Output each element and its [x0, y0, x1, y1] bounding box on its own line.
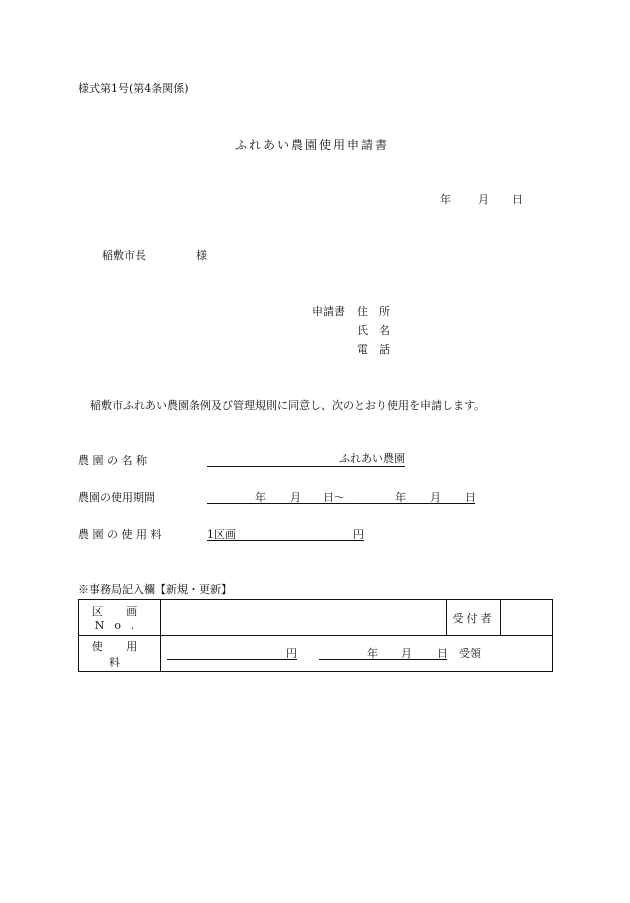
fee-unit: 円 [353, 528, 364, 541]
period-to-day: 日 [465, 491, 476, 504]
page-title: ふれあい農園使用申請書 [235, 138, 390, 152]
date-year: 年 [440, 193, 451, 206]
farm-name-field [207, 453, 405, 467]
office-heading: ※事務局記入欄【新規・更新】 [78, 583, 232, 596]
address-label: 住 所 [357, 305, 390, 318]
date-month: 月 [478, 193, 489, 206]
name-label: 氏 名 [357, 324, 390, 337]
receiver-cell [501, 600, 553, 636]
office-fee-line [167, 646, 297, 660]
office-fee-cell [161, 636, 553, 672]
phone-label: 電 話 [357, 343, 390, 356]
period-to-year: 年 [395, 491, 406, 504]
period-from-month: 月 [290, 491, 301, 504]
office-table [78, 599, 553, 672]
office-day: 日 [437, 647, 448, 660]
form-number: 様式第1号(第4条関係) [78, 82, 189, 95]
office-fee-label: 使 用 料 [79, 636, 161, 672]
plot-no-cell [161, 600, 447, 636]
fee-label: 農 園 の 使 用 料 [78, 528, 162, 541]
period-label: 農園の使用期間 [78, 491, 155, 504]
farm-name-value: ふれあい農園 [339, 452, 405, 465]
period-from-day: 日〜 [323, 491, 345, 504]
period-to-month: 月 [430, 491, 441, 504]
office-year: 年 [367, 647, 378, 660]
fee-prefix: 1区画 [207, 528, 236, 541]
statement: 稲敷市ふれあい農園条例及び管理規則に同意し、次のとおり使用を申請します。 [90, 399, 486, 412]
office-row-fee [79, 636, 553, 672]
office-row-plot [79, 600, 553, 636]
addressee-honorific: 様 [196, 249, 207, 262]
applicant-label: 申請書 [312, 305, 345, 318]
plot-no-label: 区 画 No. [79, 600, 161, 636]
farm-name-label: 農 園 の 名 称 [78, 454, 147, 467]
addressee-name: 稲敷市長 [102, 249, 146, 262]
period-from-year: 年 [255, 491, 266, 504]
office-date-line [319, 646, 447, 660]
receiver-label: 受付者 [447, 600, 501, 636]
office-fee-unit: 円 [286, 647, 297, 660]
office-month: 月 [401, 647, 412, 660]
office-received: 受領 [459, 647, 481, 660]
date-day: 日 [512, 193, 523, 206]
